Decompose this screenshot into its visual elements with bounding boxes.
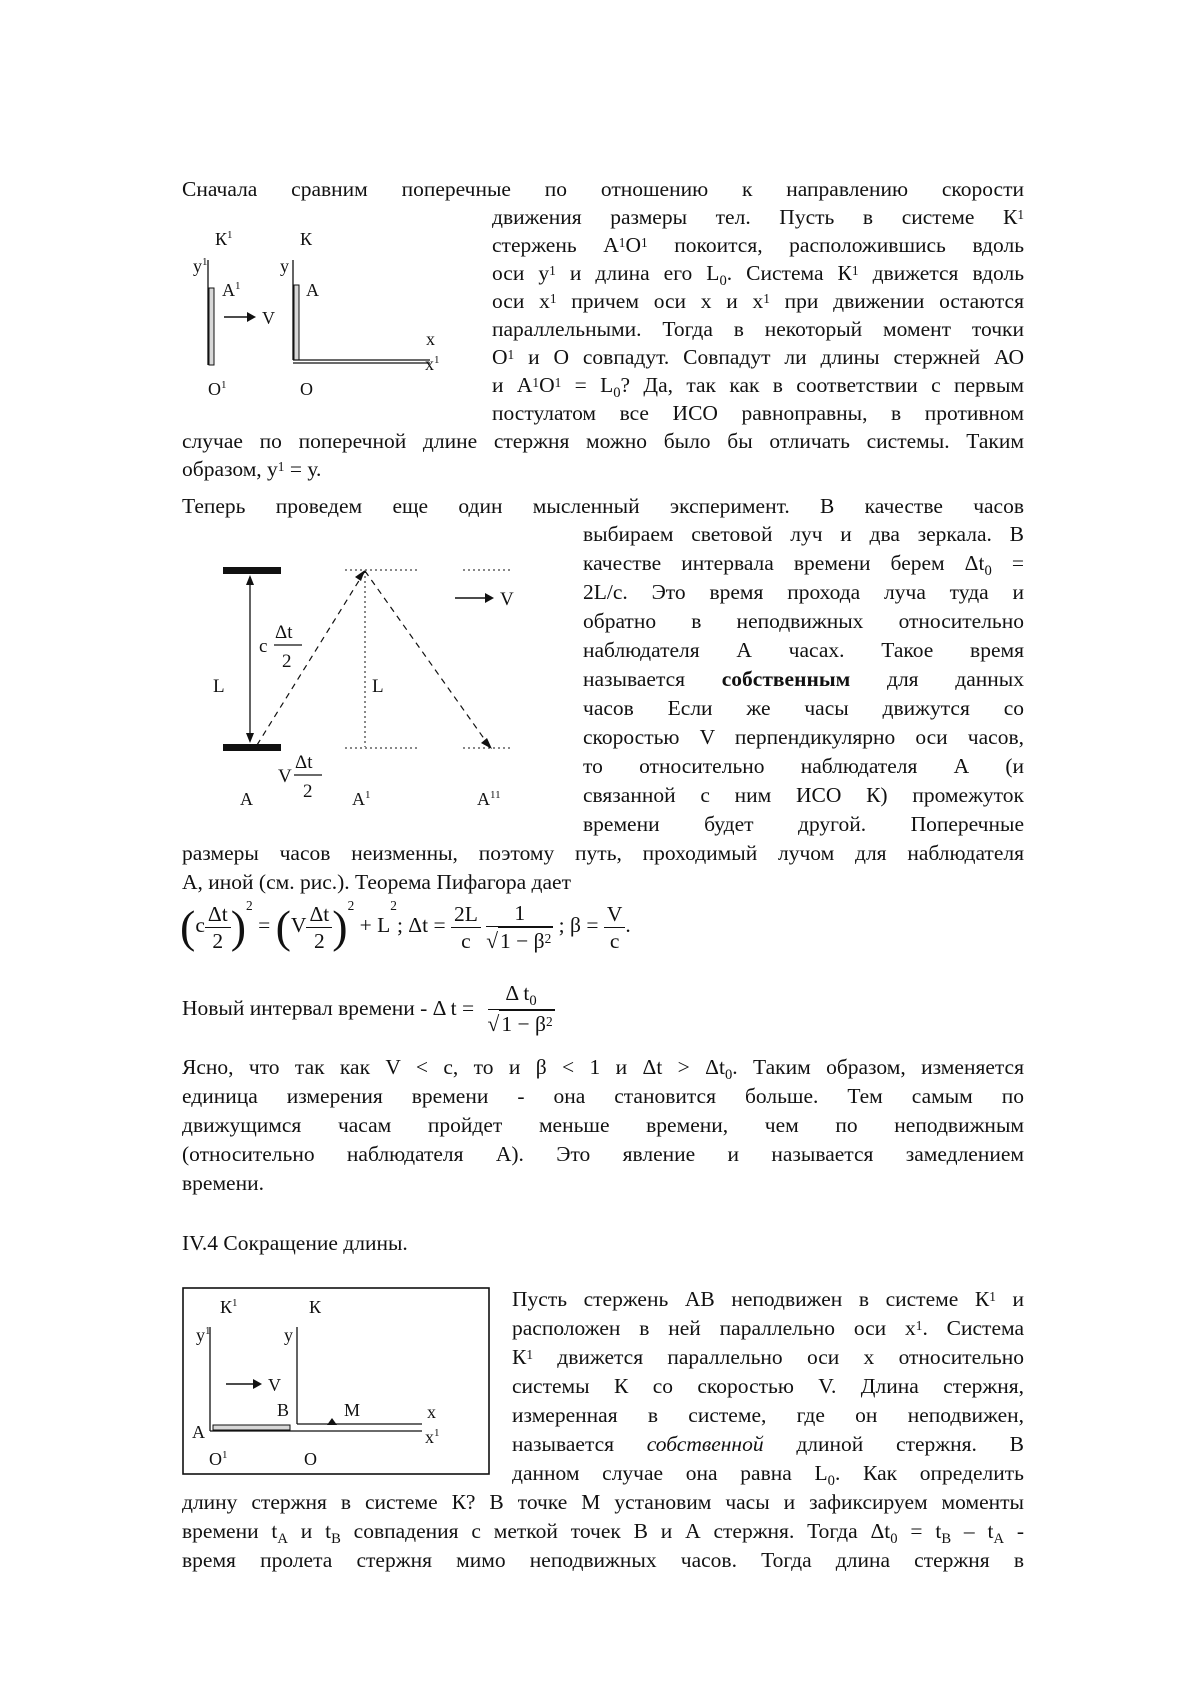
label-o1: $О^1$ [209, 1449, 228, 1469]
s1-line7: $О^1$ и О совпадут. Совпадут ли длины стержней АО [492, 345, 1024, 369]
label-dt-top: Δt [275, 622, 293, 643]
s1-line3: стержень $А^1О^1$ покоится, расположившись вдоль [492, 233, 1024, 257]
figure-rods-frames [180, 220, 470, 400]
velocity-arrowhead [253, 1379, 262, 1389]
label-y: у [280, 256, 289, 276]
label-a: А [306, 280, 319, 300]
arrowhead-up [246, 575, 254, 585]
s3-line4: (относительно наблюдателя А). Это явление и называется замедлением [182, 1142, 1024, 1166]
s2-line2: выбираем световой луч и два зеркала. В [583, 522, 1024, 546]
label-y: у [284, 1325, 293, 1345]
rod-ao [294, 285, 299, 360]
arrowhead-down [246, 733, 254, 743]
label-y1: $у^1$ [196, 1325, 211, 1345]
s2-line9: скоростью V перпендикулярно оси часов, [583, 725, 1024, 749]
label-a: А [240, 789, 253, 809]
label-v: V [500, 589, 514, 610]
label-dt-bottom: Δt [295, 752, 313, 773]
figure-light-clock [205, 555, 525, 815]
label-b: В [277, 1400, 290, 1420]
s1-line2: движения размеры тел. Пусть в системе $К^1$ [492, 205, 1024, 229]
light-path-up-head [355, 570, 365, 581]
s1-line1: Сначала сравним поперечные по отношению к направлению скорости [182, 177, 1024, 201]
s2-line3: качестве интервала времени берем $\Delta t_0$ = [583, 551, 1024, 579]
s4-line10: время пролета стержня мимо неподвижных часов. Тогда длина стержня в [182, 1548, 1024, 1572]
s2-line13: размеры часов неизменны, поэтому путь, проходимый лучом для наблюдателя [182, 841, 1024, 865]
label-k: К [300, 229, 313, 249]
velocity-arrowhead [247, 312, 256, 322]
light-path-down-head [481, 738, 492, 749]
s1-line4: оси $у^1$ и длина его $L_0$. Система $К^1$ движется вдоль [492, 261, 1025, 289]
s2-line11: связанной с ним ИСО К) промежуток [583, 783, 1024, 807]
label-a1: $А^1$ [222, 280, 241, 300]
label-v: V [268, 1375, 281, 1395]
s3-line5: времени. [182, 1171, 264, 1195]
label-a11: $А^{11}$ [477, 789, 501, 809]
s3-line2: единица измерения времени - она становится больше. Тем самым по [182, 1084, 1024, 1108]
formula-time-dilation: Новый интервал времени - Δ t = $\frac{\Delta t_0}{√1 - \beta^2}$ [182, 981, 553, 1036]
s4-line3: $К^1$ движется параллельно оси х относительно [512, 1345, 1024, 1369]
s3-line1: Ясно, что так как V < c, то и β < 1 и $\Delta t > \Delta t_0$. Таким образом, изменяется [182, 1055, 1024, 1083]
s1-line11: образом, $у^1 = у$. [182, 457, 322, 481]
label-x1: $х^1$ [425, 354, 440, 374]
label-v-bottom: V [278, 766, 292, 787]
s1-line10: случае по поперечной длине стержня можно было бы отличать системы. Таким [182, 429, 1024, 453]
s2-line10: то относительно наблюдателя А (и [583, 754, 1024, 778]
s3-line3: движущимся часам пройдет меньше времени, чем по неподвижным [182, 1113, 1024, 1137]
s4-line4: системы К со скоростью V. Длина стержня, [512, 1374, 1024, 1398]
light-path-up [257, 571, 365, 745]
label-c: c [259, 636, 268, 657]
velocity-arrowhead [485, 593, 494, 603]
rod-a1o1 [209, 288, 214, 365]
label-m: М [344, 1400, 361, 1420]
s4-line1: Пусть стержень АВ неподвижен в системе $К^1$ и [512, 1287, 1024, 1311]
label-two-top: 2 [282, 651, 292, 672]
s2-line4: 2L/c. Это время прохода луча туда и [583, 580, 1024, 604]
section-heading: IV.4 Сокращение длины. [182, 1231, 408, 1255]
s2-line14: А, иной (см. рис.). Теорема Пифагора дает [182, 870, 571, 894]
label-k: К [309, 1297, 322, 1317]
s1-line6: параллельными. Тогда в некоторый момент точки [492, 317, 1024, 341]
s4-line6: называется собственной длиной стержня. В [512, 1432, 1024, 1456]
figure-rod-length [182, 1287, 492, 1475]
label-a1: $А^1$ [352, 789, 371, 809]
s2-line12: времени будет другой. Поперечные [583, 812, 1024, 836]
clock-marker-m [327, 1418, 337, 1425]
s1-line5: оси $х^1$ причем оси х и $х^1$ при движении остаются [492, 289, 1024, 313]
label-x1: $х^1$ [425, 1427, 440, 1447]
label-l-left: L [213, 676, 225, 697]
label-two-bottom: 2 [303, 781, 313, 802]
formula-pythagoras: (c $\frac{\Delta t}{2}$ )$^2$ = (V $\frac{\Delta t}{2}$ )$^2 + L^2$; Δt = $\frac{2L}{c}$ $\frac{1}{√1 - \beta^2}$ ; β = $\frac{V}{c}$ . [180, 898, 631, 953]
s4-line2: расположен в ней параллельно оси $х^1$. Система [512, 1316, 1024, 1340]
label-a: А [192, 1422, 205, 1442]
s1-line9: постулатом все ИСО равноправны, в противном [492, 401, 1024, 425]
s2-line5: обратно в неподвижных относительно [583, 609, 1024, 633]
label-x: х [426, 329, 435, 349]
s1-line8: и $А^1О^1 = L_0$? Да, так как в соответствии с первым [492, 373, 1024, 401]
label-o: О [304, 1449, 317, 1469]
s2-line7: называется собственным для данных [583, 667, 1024, 691]
s4-line8: длину стержня в системе К? В точке М установим часы и зафиксируем моменты [182, 1490, 1024, 1514]
label-l-mid: L [372, 676, 384, 697]
s4-line7: данном случае она равна $L_0$. Как определить [512, 1461, 1024, 1489]
rod-ab [213, 1425, 290, 1430]
mirror-bottom [223, 744, 281, 751]
label-v: V [262, 308, 275, 328]
s2-line6: наблюдателя А часах. Такое время [583, 638, 1024, 662]
label-k1: $К^1$ [220, 1297, 238, 1317]
label-x: х [427, 1402, 436, 1422]
label-y1: $у^1$ [193, 256, 208, 276]
s2-line1: Теперь проведем еще один мысленный эксперимент. В качестве часов [182, 494, 1024, 518]
s4-line5: измеренная в системе, где он неподвижен, [512, 1403, 1024, 1427]
s4-line9: времени $t_A$ и $t_B$ совпадения с меткой точек В и А стержня. Тогда $\Delta t_0 = t_B - t_A$ - [182, 1519, 1024, 1547]
label-k1: $К^1$ [215, 229, 233, 249]
s2-line8: часов Если же часы движутся со [583, 696, 1024, 720]
label-o1: $О^1$ [208, 379, 227, 399]
label-o: О [300, 379, 313, 399]
mirror-top [223, 567, 281, 574]
